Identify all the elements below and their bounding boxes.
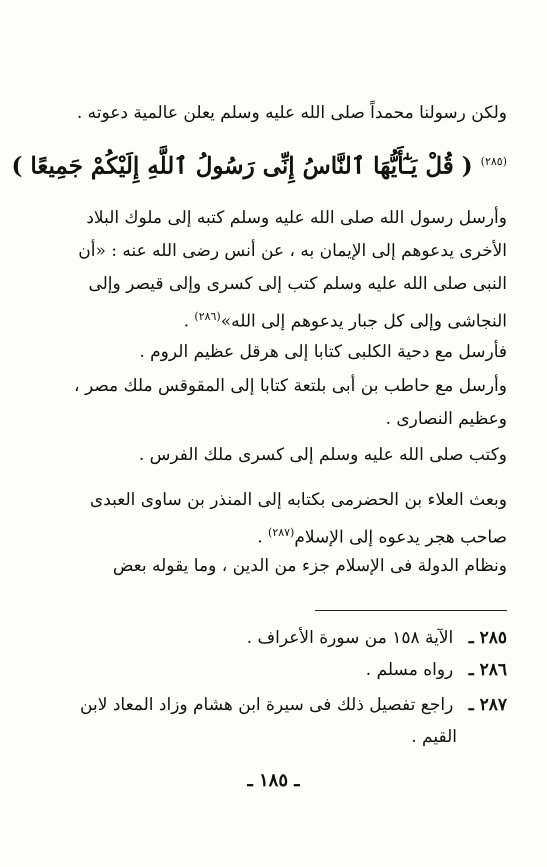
body-line-12: ونظام الدولة فى الإسلام جزء من الدين ، وما يقوله بعض	[112, 556, 507, 576]
footnote-ref-287: (٢٨٧)	[268, 526, 295, 539]
body-line-11-period: .	[257, 527, 269, 548]
footnote-number: ٢٨٦ ـ	[468, 660, 507, 680]
body-line-6: فأرسل مع دحية الكلبى كتابا إلى هرقل عظيم الروم .	[139, 342, 507, 362]
body-line-8: وعظيم النصارى .	[385, 409, 507, 429]
quran-verse	[11, 144, 507, 185]
footnote-286	[60, 657, 507, 683]
body-line-5-period: .	[183, 311, 195, 332]
footnote-285	[60, 625, 507, 651]
footnote-text: الآية ١٥٨ من سورة الأعراف .	[246, 628, 454, 648]
page-number: ـ ١٨٥ ـ	[247, 770, 300, 791]
footnote-287	[60, 692, 507, 718]
verse-ref: (٢٨٥)	[480, 155, 507, 168]
footnote-ref-286: (٢٨٦)	[194, 310, 221, 323]
footnote-text: رواه مسلم .	[365, 660, 454, 680]
body-line-4: النبى صلى الله عليه وسلم كتب إلى كسرى وإلى قيصر وإلى	[88, 274, 507, 294]
body-line-11	[38, 520, 507, 551]
body-line-5-text: النجاشى وإلى كل جبار يدعوهم إلى الله»	[220, 311, 507, 332]
body-line-9: وكتب صلى الله عليه وسلم إلى كسرى ملك الفرس .	[138, 445, 507, 465]
footnote-number: ٢٨٥ ـ	[468, 628, 507, 648]
body-line-2: وأرسل رسول الله صلى الله عليه وسلم كتبه إلى ملوك البلاد	[86, 208, 507, 228]
body-line-5	[38, 304, 507, 335]
body-line-1: ولكن رسولنا محمداً صلى الله عليه وسلم يعلن عالمية دعوته .	[76, 103, 507, 123]
footnote-text: القيم .	[411, 727, 457, 747]
body-line-7: وأرسل مع حاطب بن أبى بلتعة كتابا إلى المقوقس ملك مصر ،	[74, 376, 507, 396]
footnote-divider	[315, 610, 507, 611]
footnote-287-continued	[60, 724, 457, 750]
verse-text: ( قُلْ يَـٰٓأَيُّهَا ٱلنَّاسُ إِنِّى رَسُولُ ٱللَّهِ إِلَيْكُمْ جَمِيعًا )	[11, 152, 473, 180]
footnote-text: راجع تفصيل ذلك فى سيرة ابن هشام وزاد المعاد لابن	[80, 695, 454, 715]
body-line-10: وبعث العلاء بن الحضرمى بكتابه إلى المنذر بن ساوى العبدى	[89, 490, 507, 510]
body-line-11-text: صاحب هجر يدعوه إلى الإسلام	[294, 527, 507, 548]
body-line-3: الأخرى يدعوهم إلى الإيمان به ، عن أنس رضى الله عنه : «أن	[78, 241, 507, 261]
footnote-number: ٢٨٧ ـ	[468, 695, 507, 715]
